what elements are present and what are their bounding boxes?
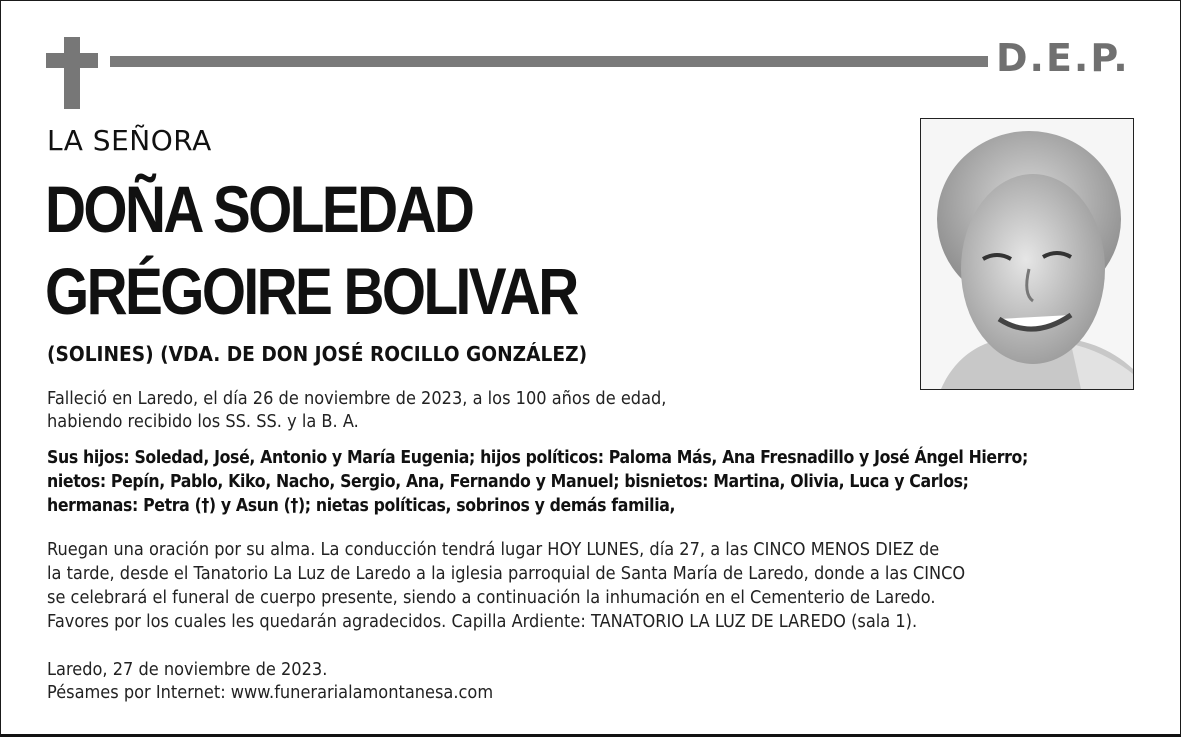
honorific: LA SEÑORA: [47, 124, 212, 157]
deceased-name-line2: GRÉGOIRE BOLIVAR: [45, 254, 577, 328]
cross-icon: [46, 37, 98, 109]
service-line: se celebrará el funeral de cuerpo presente, siendo a continuación la inhumación en el Cementerio de Laredo.: [47, 587, 936, 608]
header-rule: [110, 56, 988, 67]
service-line: Ruegan una oración por su alma. La conducción tendrá lugar HOY LUNES, día 27, a las CINCO MENOS DIEZ de: [47, 539, 940, 560]
service-line: Favores por los cuales les quedarán agradecidos. Capilla Ardiente: TANATORIO LA LUZ DE LAREDO (sala 1).: [47, 611, 918, 632]
service-details: [47, 538, 965, 634]
death-notice-line: habiendo recibido los SS. SS. y la B. A.: [47, 411, 359, 432]
service-line: la tarde, desde el Tanatorio La Luz de Laredo a la iglesia parroquial de Santa María de Laredo, donde a las CINCO: [47, 563, 966, 584]
death-notice-line: Falleció en Laredo, el día 26 de noviembre de 2023, a los 100 años de edad,: [47, 388, 667, 409]
family-list: [47, 446, 1028, 518]
family-line: nietos: Pepín, Pablo, Kiko, Nacho, Sergio, Ana, Fernando y Manuel; bisnietos: Martina, Olivia, Luca y Carlos;: [47, 472, 969, 492]
portrait-photo: [920, 118, 1134, 390]
dep-label: D.E.P.: [996, 36, 1130, 80]
date-line: Laredo, 27 de noviembre de 2023.: [47, 659, 328, 680]
family-line: Sus hijos: Soledad, José, Antonio y María Eugenia; hijos políticos: Paloma Más, Ana Fresnadillo y José Ángel Hierro;: [47, 448, 1028, 468]
condolences-link[interactable]: Pésames por Internet: www.funerarialamontanesa.com: [47, 682, 494, 703]
death-notice: [47, 387, 666, 433]
family-line: hermanas: Petra (†) y Asun (†); nietas políticas, sobrinos y demás familia,: [47, 496, 676, 516]
footer: [47, 658, 493, 704]
deceased-name-line1: DOÑA SOLEDAD: [45, 172, 473, 246]
subtitle: (SOLINES) (VDA. DE DON JOSÉ ROCILLO GONZÁLEZ): [47, 342, 588, 366]
